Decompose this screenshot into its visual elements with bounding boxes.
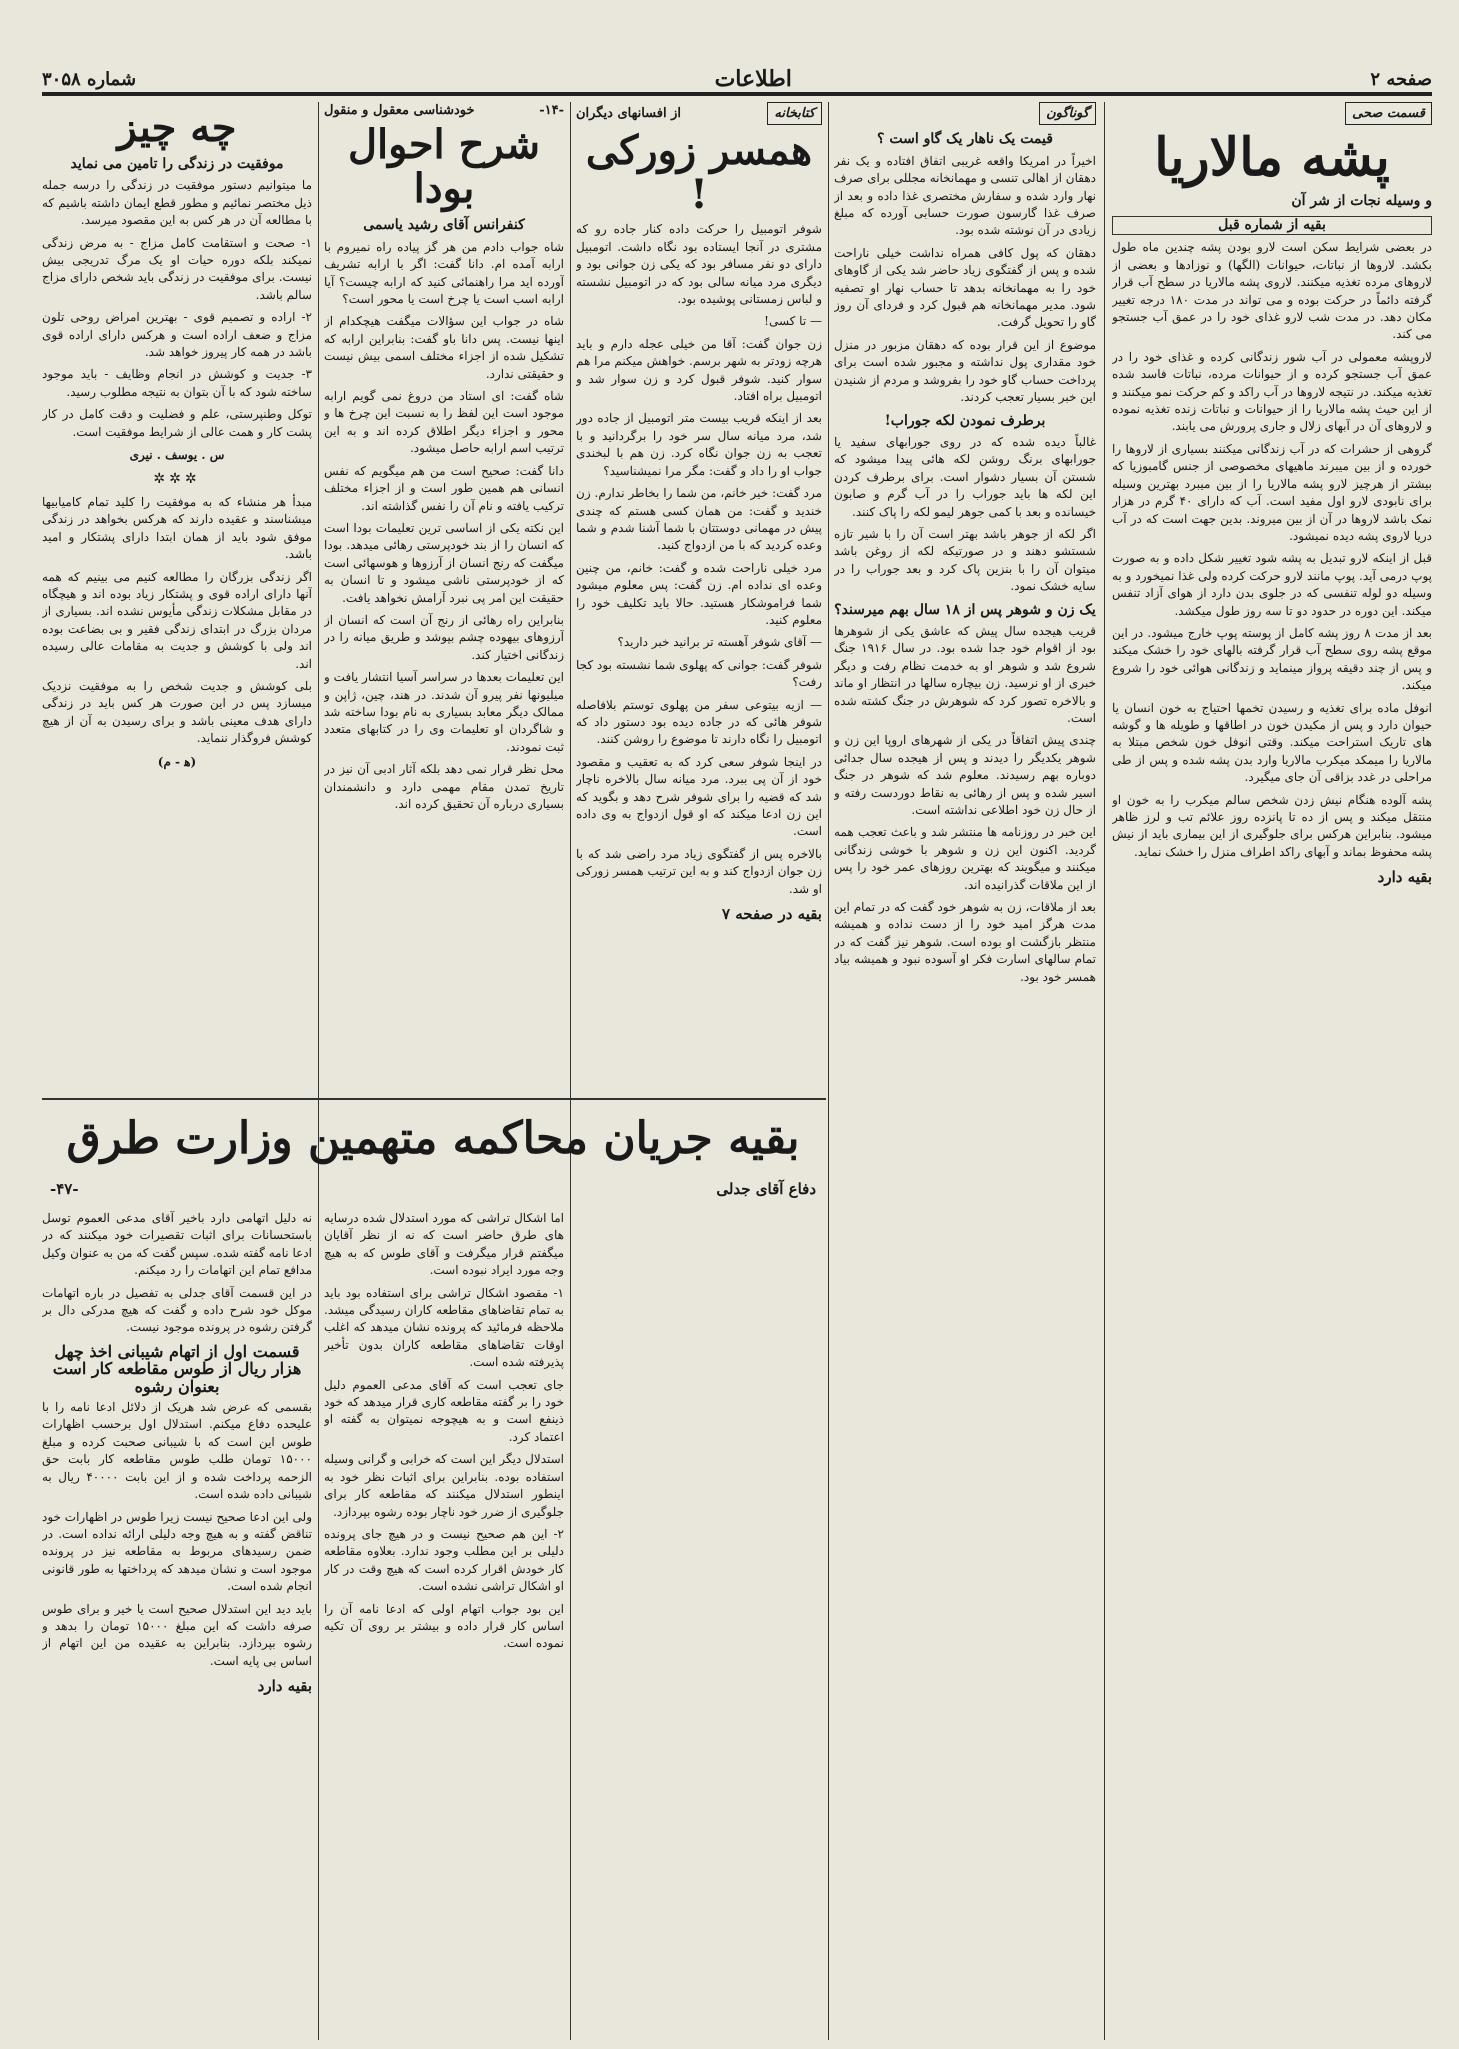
section-label: کتابخانه [767,102,822,125]
paragraph: مرد خیلی ناراحت شده و گفت: خانم، من چنین وعده ای نداده ام. زن گفت: پس معلوم میشود شما فراموشکار هستید. حالا باید تکلیف خود را معلوم کنید. [576,560,822,627]
article-title: قیمت یک ناهار یک گاو است ؟ [877,131,1053,148]
paragraph: ۲- اراده و تصمیم قوی - بهترین امراض روحی تلون مزاج و ضعف اراده است و هرکس دارای اراده قوی باشد در همه کار پیروز خواهد شد. [42,310,312,360]
column-story [576,102,822,2032]
article-headline: همسر زورکی ! [585,127,813,219]
paragraph: — ازیه بیتوعی سفر من پهلوی توستم بلافاصله شوفر هائی که در جاده دیده بود دستور داد که اتومبیل را نگاه دارند تا موضوع را روشن کنند. [576,697,822,747]
paragraph: این تعلیمات بعدها در سراسر آسیا انتشار یافت و میلیونها نفر پیرو آن شدند. در هند، چین، ژاپن و ممالک دیگر معابد بسیاری به نام بودا ساخته شد و شاگردان او تعلیمات وی را در کتابهای متعدد ثبت نمودند. [324,670,564,754]
paragraph: در اینجا شوفر سعی کرد که به تعقیب و مقصود خود از آن پی ببرد. مرد میانه سال بالاخره ناچار شد که قضیه را برای شوفر شرح دهد و بگوید که این زن ادعا میکند که او قول ازدواج به وی داده است. [576,754,822,839]
paragraph: شوفر گفت: جوانی که پهلوی شما نشسته بود کجا رفت؟ [576,657,822,690]
paragraph: ۱- مقصود اشکال تراشی برای استفاده بود باید به تمام تقاضاهای مقاطعه کاران رسیدگی میشد. ملاحظه فرمائید که پرونده نشان میدهد که اغلب اوقات تقاضاهای مقاطعه کاران بدون تأخیر پذیرفته شده است. [324,1285,564,1370]
story-source: از افسانهای دیگران [576,106,681,121]
column-rule [570,102,571,2040]
paragraph: شاه گفت: ای استاد من دروغ نمی گویم ارابه موجود است این لفظ را به نسبت این چرخ ها و محور و اجزاء دیگر اطلاق کرده اند و به این ترتیب اسم ارابه حاصل میشود. [324,389,564,456]
article-title: یک زن و شوهر پس از ۱۸ سال بهم میرسند؟ [834,601,1096,618]
article-subtitle: و وسیله نجات از شر آن [1291,192,1432,209]
trial-column-right [324,1210,564,2032]
paragraph: بعد از اینکه قریب بیست متر اتومبیل از جاده دور شد، مرد میانه سال سر خود را برگردانید و با تعجب به زن جوان نگاه کرد. زن هم با لبخندی جواب او را داد و گفت: مگر مرا نمیشناسید؟ [576,411,822,478]
article-headline: پشه مالاریا [1154,127,1390,189]
paragraph: این خبر در روزنامه ها منتشر شد و باعث تعجب همه گردید. اکنون این زن و شوهر با خوشی زندگانی میکنند و میگویند که بهترین روزهای عمر خود را پس از این ملاقات گذرانیده اند. [834,825,1096,892]
paragraph: اخیراً در امریکا واقعه غریبی اتفاق افتاده و یک نفر دهقان از اهالی تنسی و مهمانخانه مجللی برای صرف نهار وارد شده و سفارش مختصری غذا داده و بعد از صرف غذا گارسون صورت حسابی آورده که مبلغ زیادی در آن نوشته شده بود. [834,153,1096,238]
paragraph: باید دید این استدلال صحیح است یا خیر و برای طوس صرفه داشت که این مبلغ ۱۵۰۰۰ تومان را بدهد و رشوه بپردازد. بنابراین به عقیده من این اتهام از اساس بی پایه است. [42,1601,312,1668]
paragraph: محل نظر قرار نمی دهد بلکه آثار ادبی آن نیز در تاریخ تمدن مقام مهمی دارد و دانشمندان بسیاری درباره آن تحقیق کرده اند. [324,762,564,811]
article-headline: چه چیز [117,104,237,151]
paragraph: در بعضی شرایط سکن است لارو بودن پشه چندین ماه طول بکشد. لاروها از نباتات، حیوانات (الگها) و نوزادها و بعضی از لاروهای مرده تغذیه میکنند. لاروی پشه مالاریا در سطح آب قرار گرفته دائماً در حرکت بوده و می تواند در مدت ۱۸۰ درجه تغییر مکان دهد. در مدت شب لارو غذای خود را در عمق آب جستجو می کند. [1112,240,1432,342]
paragraph: نه دلیل اتهامی دارد باخیر آقای مدعی العموم توسل باستحسانات برای اثبات تقصیرات خود میکنند که در ادعا نامه گفته شده. سپس گفت که من به عنوان وکیل مدافع تمام این اتهامات را رد میکنم. [42,1211,312,1278]
paragraph: ۲- این هم صحیح نیست و در هیچ جای پرونده دلیلی بر این مطلب وجود ندارد. بعلاوه مقاطعه کار خودش اقرار کرده است که هیچ وقت در کار او اشکال تراشی نشده است. [324,1526,564,1594]
issue-number: شماره ۳۰۵۸ [42,68,137,90]
column-miscellany [834,102,1096,2032]
paragraph: ولی این ادعا صحیح نیست زیرا طوس در اظهارات خود تناقض گفته و به هیچ وجه دلیلی ارائه نداده است. در ضمن رسیدهای مربوط به مقاطعه نیز در پرونده موجود است و نشان میدهد که پرداختها به طور قانونی انجام شده است. [42,1509,312,1594]
paragraph: دهقان که پول کافی همراه نداشت خیلی ناراحت شده و پس از گفتگوی زیاد حاضر شد یکی از گاوهای خود را به مهمانخانه بدهد تا حساب نهار او تصفیه شود. مدیر مهمانخانه هم قبول کرد و فردای آن روز گاو را تحویل گرفت. [834,245,1096,330]
continued-from: بقیه از شماره قبل [1112,216,1432,235]
paragraph: — آقای شوفر آهسته تر برانید خبر دارید؟ [617,635,822,650]
masthead [42,66,1432,96]
paragraph: بعد از ملاقات، زن به شوهر خود گفت که در تمام این مدت هرگز امید خود را از دست نداده و همیشه منتظر بازگشت او بوده است. شوهر نیز گفت که در تمام سالهای اسارت فکر او آسوده نبود و همیشه بیاد همسر خود بود. [834,900,1096,984]
paragraph: بلی کوشش و جدیت شخص را به موفقیت نزدیک میسازد پس در این صورت هر کس باید در زندگی دارای هدف معینی باشد و برای رسیدن به آن از هیچ کوشش فروگذار ننماید. [42,678,312,746]
paragraph: ۱- صحت و استقامت کامل مزاج - به مرض زندگی نمیکند بلکه دوره حیات او یک مرگ تدریجی بیش نیست. برای موفقیت در زندگی باید شخص دارای مزاج سالم باشد. [42,235,312,302]
paragraph: بعد از مدت ۸ روز پشه کامل از پوسته پوپ خارج میشود. در این موقع پشه روی سطح آب قرار گرفته بالهای خود را خشک میکند و پس از چند دقیقه پرواز مینماید و زندگانی هوائی خود را شروع میکند. [1112,625,1432,693]
paragraph: بالاخره پس از گفتگوی زیاد مرد راضی شد که با زن جوان ازدواج کند و به این ترتیب همسر زورکی او شد. [576,846,822,896]
paragraph: شاه جواب دادم من هر گز پیاده راه نمیروم با ارابه آمده ام. دانا گفت: اگر با ارابه تشریف آورده اید مرا راهنمائی کنید که ارابه چیست؟ آیا ارابه اسب است یا چرخ است یا محور است؟ [324,239,564,307]
paragraph: اگر زندگی بزرگان را مطالعه کنیم می بینیم که همه آنها دارای اراده قوی و پشتکار زیاد بوده اند و هیچگاه در مقابل مشکلات زندگی مأیوس نشده اند. بسیاری از مردان بزرگ در ابتدای زندگی فقیر و بی بضاعت بوده اند ولی با کوشش و جدیت به مقامات عالی رسیده اند. [42,569,312,671]
trial-subline [42,1180,824,1202]
separator-stars: ✲✲✲ [153,470,201,487]
paragraph: اما اشکال تراشی که مورد استدلال شده درسایه های طرق حاضر است که نه از نظر آقایان میگفتم قرار میگرفت و آقای طوس که به هیچ وجه مورد ایراد نبوده است. [324,1211,564,1278]
paragraph: زن جوان گفت: آقا من خیلی عجله دارم و باید هرچه زودتر به شهر برسم. خواهش میکنم مرا هم سوار کنید. شوفر قبول کرد و زن سوار شد و اتومبیل براه افتاد. [576,336,822,404]
byline: کنفرانس آقای رشید یاسمی [363,217,525,234]
paragraph: موضوع از این قرار بوده که دهقان مزبور در منزل خود مقداری پول نداشته و مجبور شده است برای پرداخت حساب گاو خود را بفروشد و مردم از شنیدن این خبر بسیار تعجب کردند. [834,337,1096,405]
trial-defense-title: دفاع آقای جدلی [716,1180,816,1198]
article-headline: شرح احوال بودا [347,121,540,213]
section-label: خودشناسی معقول و منقول [324,103,475,118]
page-number: صفحه ۲ [1370,68,1432,90]
paragraph: ما میتوانیم دستور موفقیت در زندگی را درسه جمله ذیل مختصر نمائیم و مطور قطع ایمان داشته باشیم که با مطالعه آن در هر کس به این مقصود میرسد. [42,178,312,228]
paragraph: — تا کسی! [764,314,822,329]
paragraph: دانا گفت: صحیح است من هم میگویم که نفس انسانی هم همین طور است و از اجزاء مختلف ترکیب یافته و نام آن را نفس گذاشته اند. [324,463,564,513]
paragraph: شوفر اتومبیل را حرکت داده کنار جاده رو که مشتری در آنجا ایستاده بود نگاه داشت. اتومبیل دارای دو نفر مسافر بود که یکی زن جوانی بود و دیگری مرد میانه سالی بود که در اتومبیل نشسته و لباس زمستانی پوشیده بود. [576,222,822,307]
column-buddha [324,102,564,1092]
paragraph: این بود جواب اتهام اولی که ادعا نامه آن را اساس کار قرار داده و بیشتر بر روی آن تکیه نموده است. [324,1601,564,1651]
paragraph: مرد گفت: خیر خانم، من شما را بخاطر ندارم. زن خندید و گفت: من همان کسی هستم که چندی پیش در مهمانی دوستتان با شما آشنا شدم و شما وعده کردید که با من ازدواج کنید. [576,486,822,553]
trial-subhead: قسمت اول از اتهام شیبانی اخذ چهل هزار ریال از طوس مقاطعه کار است بعنوان رشوه [52,1341,302,1396]
column-rule [828,102,829,2040]
trial-part-number: -۴۷- [50,1180,79,1198]
paragraph: چندی پیش اتفاقاً در یکی از شهرهای اروپا این زن و شوهر یکدیگر را دیدند و پس از هیجده سال جدائی دوباره بهم رسیدند. معلوم شد که شوهر در جنگ اسیر شده و پس از رهائی به نقاط دوردست رفته و از حال زن خود اطلاعی نداشته است. [834,733,1096,818]
paragraph: استدلال دیگر این است که خرابی و گرانی وسیله استفاده بوده. بنابراین برای اثبات نظر خود به اینطور استدلال میکنند که مقاطعه کار برای جلوگیری از ضرر خود ناچار بوده رشوه بپردازد. [324,1452,564,1519]
paragraph: توکل وطنپرستی، علم و فضلیت و دقت کامل در کار پشت کار و همت عالی از شرایط موفقیت است. [42,407,312,439]
paragraph: قبل از اینکه لارو تبدیل به پشه شود تغییر شکل داده و به صورت پوپ درمی آید. پوپ مانند لارو حرکت کرده ولی غذا نمیخورد و به وسیله دو لوله تنفسی که در جلوی بدن دارد از هوای آزاد تنفس میکند. این دوره در حدود دو تا سه روز طول میکشد. [1112,551,1432,618]
column-rule [1104,102,1105,2040]
signature: س . یوسف . نیری [129,448,225,463]
paragraph: مبدأ هر منشاء که به موفقیت را کلید تمام کامیابیها میشناسند و عقیده دارند که هرکس بخواهد در زندگی موفق شود باید از همان ابتدا دارای پشتکار و امید باشد. [42,494,312,562]
trial-headline: بقیه جریان محاکمه متهمین وزارت طرق [66,1113,800,1164]
paragraph: قریب هیجده سال پیش که عاشق یکی از شوهرها بود از اقوام خود جدا شده بود. در سال ۱۹۱۶ جنگ شروع شد و شوهر او به خدمت نظام رفت و دیگر خبری از او نرسید. زن بیچاره سالها در انتظار او ماند و بالاخره تصور کرد که شوهرش در جنگ کشته شده است. [834,623,1096,725]
section-label: گوناگون [1039,102,1096,125]
series-number: -۱۴- [539,103,564,118]
continued-note: بقیه دارد [1377,868,1432,887]
article-title: برطرف نمودن لکه جوراب! [884,412,1046,429]
section-label: قسمت صحی [1345,102,1432,125]
paragraph: بنابراین راه رهائی از رنج آن است که انسان از آرزوهای بیهوده چشم بپوشد و طریق میانه را در زندگانی اختیار کند. [324,612,564,662]
paragraph: در این قسمت آقای جدلی به تفصیل در باره اتهامات موکل خود شرح داده و گفت که هیچ مدرکی دال بر گرفتن رشوه در پرونده موجود نیست. [42,1285,312,1335]
continued-note: بقیه دارد [257,1677,312,1696]
column-malaria [1112,102,1432,2032]
paragraph: جای تعجب است که آقای مدعی العموم دلیل خود را بر گفته مقاطعه کاری قرار میدهد که خود ذینفع است و به هیچوجه نمیتوان به گفته او اعتماد کرد. [324,1377,564,1444]
paper-name: اطلاعات [714,66,792,92]
article-subtitle: موفقیت در زندگی را تامین می نماید [70,156,284,172]
paragraph: اگر لکه از جوهر باشد بهتر است آن را با شیر تازه شستشو دهند و در صورتیکه لکه از روغن باشد میتوان آن را با بنزین پاک کرد و بعد جوراب را در سایه خشک نمود. [834,526,1096,594]
column-success [42,102,312,1092]
paragraph: این نکته یکی از اساسی ترین تعلیمات بودا است که انسان را از بند خودپرستی رهائی میدهد. بودا میگفت که رنج انسان از آرزوها و هوسهائی است که از خودپرستی ناشی میشود و تا انسان به حقیقت این امر پی نبرد آرامش نخواهد یافت. [324,520,564,605]
paragraph: شاه در جواب این سؤالات میگفت هیچکدام از اینها نیست. پس دانا باو گفت: بنابراین ارابه که تشکیل شده از اجزاء مختلف اسمی بیش نیست و حقیقتی ندارد. [324,314,564,381]
paragraph: گروهی از حشرات که در آب زندگانی میکنند بسیاری از لاروها را خورده و از بین میبرند ماهیهای مخصوصی از جنس گامبوزیا که بیشتر از هرچیز لارو پشه مالاریا را از بین میبرد بهترین وسیله برای نابودی لارو اول مفید است. آب که دارای ۴۰ گرم در هزار نمک باشد لاروها در آن از بین میروند. بدین جهت است که در آب دریا لاروی پشه دیده نمیشود. [1112,441,1432,543]
trial-column-left [42,1210,312,2032]
paragraph: ۳- جدیت و کوشش در انجام وظایف - باید موجود ساخته شود که با آن بتوان به نتیجه مطلوب رسید. [42,367,312,399]
paragraph: بقسمی که عرض شد هریک از دلائل ادعا نامه را با علیحده دفاع میکنم. استدلال اول برحسب اظهارات طوس این است که با شیبانی صحبت کرده و مبلغ ۱۵۰۰۰ تومان طلب طوس مقاطعه کار بابت حق الزحمه پرداخت شده و از این بابت ۴۰۰۰۰ ریال به شیبانی داده شده است. [42,1400,312,1502]
paragraph: انوفل ماده برای تغذیه و رسیدن تخمها احتیاج به خون انسان یا حیوان دارد و پس از مکیدن خون در اطاقها و طویله ها و گوشه های تاریک استراحت میکند. وقتی انوفل خون شخص مبتلا به مالاریا را میمکد میکرب مالاریا وارد بدن پشه شده و پس از طی مراحلی در غدد بزاقی آن جای میگیرد. [1112,700,1432,785]
continued-note: بقیه در صفحه ۷ [721,905,822,924]
paragraph: غالباً دیده شده که در روی جورابهای سفید یا جورابهای برنگ روشن لکه هائی پیدا میشود که شستن آن بسیار دشوار است. برای برطرف کردن این لکه ها باید جوراب را در آب گرم و صابون خیسانده و بعد با کمی جوهر لیمو لکه را پاک کنند. [834,434,1096,519]
paragraph: لاروپشه معمولی در آب شور زندگانی کرده و غذای خود را در عمق آب جستجو کرده و از حیوانات مرده، نباتات فاسد شده تغذیه میکند. در نتیجه لاروها در آب راکد و کم حرکت نمو میکنند و از این حیث پشه مالاریا را از حیوانات و نباتات زنده تغذیه نموده و لاروهای آن در آبهای زلال و جاری پرورش می یابند. [1112,349,1432,434]
paragraph: پشه آلوده هنگام نیش زدن شخص سالم میکرب را به خون او منتقل میکند و پس از ده تا پانزده روز علائم تب و لرز ظاهر میشود. بنابراین هرکس برای جلوگیری از این بیماری باید از نیش پشه محفوظ بماند و آبهای راکد اطراف منزل را خشک نماید. [1112,792,1432,859]
column-rule [318,102,319,2040]
signature: (ﻫ - م) [157,754,197,769]
